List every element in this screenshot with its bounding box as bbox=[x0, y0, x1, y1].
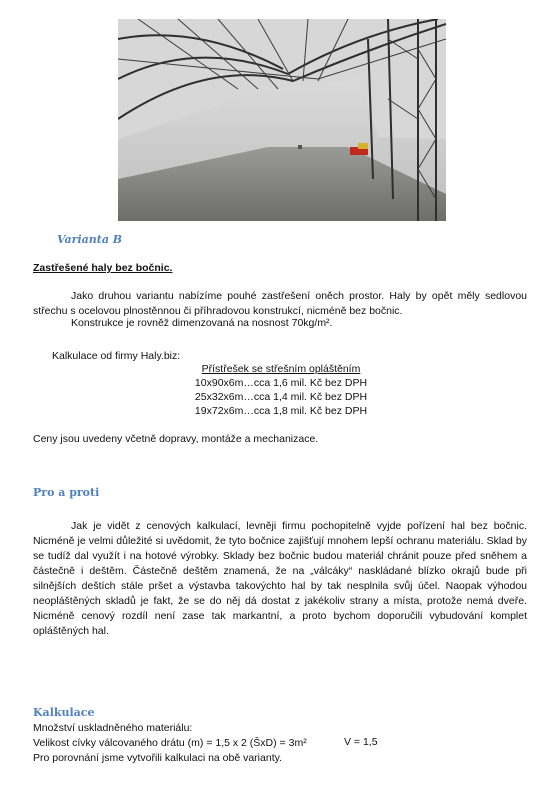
hall-photo-drawing bbox=[118, 19, 446, 221]
calc-row: 25x32x6m…cca 1,4 mil. Kč bez DPH bbox=[194, 391, 368, 403]
calc-row: 10x90x6m…cca 1,6 mil. Kč bez DPH bbox=[194, 377, 368, 389]
section-heading-variant: Varianta B bbox=[57, 233, 123, 246]
calc-block bbox=[188, 362, 374, 418]
paragraph-3-text: Jak je vidět z cenových kalkulací, levněji firmu pochopitelně vyjde pořízení hal bez bočnic. Nicméně je velmi důležité si uvědomit, že tyto bočnice zajišťují mnohem lepší ochranu materiálu. Sklad by se tudíž dal využít i na hotové výrobky. Sklady bez bočnic budou materiál chránit pouze před sněhem a částečně i deštěm. Částečně deštěm znamená, že na „válcáky“ naskládané blízko okrajů bude při silnějších deštích stále pršet a výstavba takovýchto hal by tak nesplnila svůj účel. Naopak výhodou neopláštěných skladů je fakt, že se do něj dá dostat z jakékoliv strany a místa, protože nemá dveře. Nicméně cenový rozdíl není zase tak markantní, a proto bychom doporučili vybudování komplet opláštěných hal. bbox=[33, 520, 527, 637]
kalk-volume: V = 1,5 bbox=[344, 736, 378, 748]
price-note: Ceny jsou uvedeny včetně dopravy, montáže a mechanizace. bbox=[33, 433, 319, 445]
paragraph-1 bbox=[33, 289, 527, 319]
kalk-line-1: Množství uskladněného materiálu: bbox=[33, 722, 193, 734]
calc-header: Přístřešek se střešním opláštěním bbox=[201, 363, 361, 375]
calc-label: Kalkulace od firmy Haly.biz: bbox=[52, 350, 181, 362]
section-heading-pro: Pro a proti bbox=[33, 486, 100, 499]
paragraph-1-text: Jako druhou variantu nabízíme pouhé zastřešení oněch prostor. Haly by opět měly sedlovou střechu s ocelovou plnostěnnou či příhradovou konstrukcí, nicméně bez bočnic. bbox=[33, 290, 527, 317]
kalk-line-2: Velikost cívky válcovaného drátu (m) = 1,5 x 2 (ŠxD) = 3m² bbox=[33, 737, 307, 749]
hall-interior-photo bbox=[118, 19, 446, 221]
calc-row: 19x72x6m…cca 1,8 mil. Kč bez DPH bbox=[194, 405, 368, 417]
kalk-line-3: Pro porovnání jsme vytvořili kalkulaci na obě varianty. bbox=[33, 752, 283, 764]
paragraph-3 bbox=[33, 519, 527, 639]
kalkulace-text bbox=[33, 721, 307, 766]
paragraph-2: Konstrukce je rovněž dimenzovaná na nosnost 70kg/m². bbox=[71, 317, 333, 329]
section-heading-kalkulace: Kalkulace bbox=[33, 706, 95, 719]
subtitle: Zastřešené haly bez bočnic. bbox=[33, 262, 173, 274]
